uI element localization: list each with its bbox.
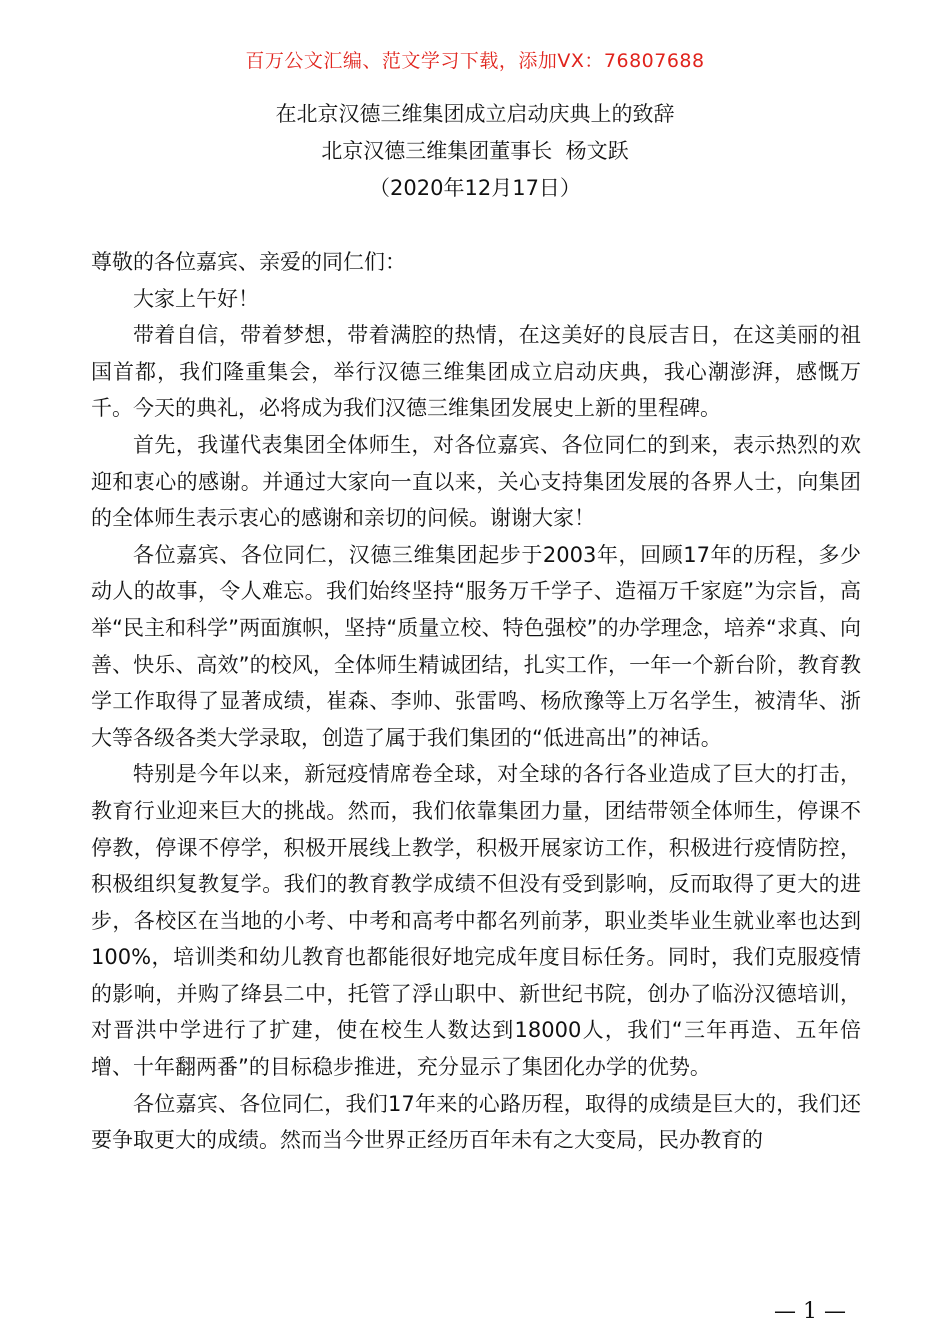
title-block <box>0 96 950 207</box>
date-line: （2020年12月17日） <box>369 176 581 200</box>
speech-body <box>91 244 861 1159</box>
paragraph: 带着自信，带着梦想，带着满腔的热情，在这美好的良辰吉日，在这美丽的祖国首都，我们隆重集会，举行汉德三维集团成立启动庆典，我心潮澎湃，感慨万千。今天的典礼，必将成为我们汉德三维集团发展史上新的里程碑。 <box>91 323 861 421</box>
page-number-footer <box>0 1299 950 1324</box>
document-title: 在北京汉德三维集团成立启动庆典上的致辞 <box>275 102 675 126</box>
watermark-banner: 百万公文汇编、范文学习下载，添加VX：76807688 <box>245 50 705 72</box>
paragraph-greeting: 大家上午好！ <box>133 286 259 311</box>
speaker-line: 北京汉德三维集团董事长 杨文跃 <box>321 139 629 163</box>
paragraph: 各位嘉宾、各位同仁，汉德三维集团起步于2003年，回顾17年的历程，多少动人的故事，令人难忘。我们始终坚持“服务万千学子、造福万千家庭”为宗旨，高举“民主和科学”两面旗帜，坚持“质量立校、特色强校”的办学理念，培养“求真、向善、快乐、高效”的校风，全体师生精诚团结，扎实工作，一年一个新台阶，教育教学工作取得了显著成绩，崔森、李帅、张雷鸣、杨欣豫等上万名学生，被清华、浙大等各级各类大学录取，创造了属于我们集团的“低进高出”的神话。 <box>91 542 861 750</box>
salutation: 尊敬的各位嘉宾、亲爱的同仁们： <box>91 250 406 274</box>
paragraph: 首先，我谨代表集团全体师生，对各位嘉宾、各位同仁的到来，表示热烈的欢迎和衷心的感谢。并通过大家向一直以来，关心支持集团发展的各界人士，向集团的全体师生表示衷心的感谢和亲切的问候。谢谢大家！ <box>91 432 861 531</box>
paragraph: 各位嘉宾、各位同仁，我们17年来的心路历程，取得的成绩是巨大的，我们还要争取更大的成绩。然而当今世界正经历百年未有之大变局，民办教育的 <box>91 1091 861 1153</box>
paragraph: 特别是今年以来，新冠疫情席卷全球，对全球的各行各业造成了巨大的打击，教育行业迎来巨大的挑战。然而，我们依靠集团力量，团结带领全体师生，停课不停教，停课不停学，积极开展线上教学，积极开展家访工作，积极进行疫情防控，积极组织复教复学。我们的教育教学成绩不但没有受到影响，反而取得了更大的进步，各校区在当地的小考、中考和高考中都名列前茅，职业类毕业生就业率也达到100%，培训类和幼儿教育也都能很好地完成年度目标任务。同时，我们克服疫情的影响，并购了绛县二中，托管了浮山职中、新世纪书院，创办了临汾汉德培训，对晋洪中学进行了扩建，使在校生人数达到18000人，我们“三年再造、五年倍增、十年翻两番”的目标稳步推进，充分显示了集团化办学的优势。 <box>91 762 861 1080</box>
page-number: — 1 — <box>774 1299 846 1324</box>
